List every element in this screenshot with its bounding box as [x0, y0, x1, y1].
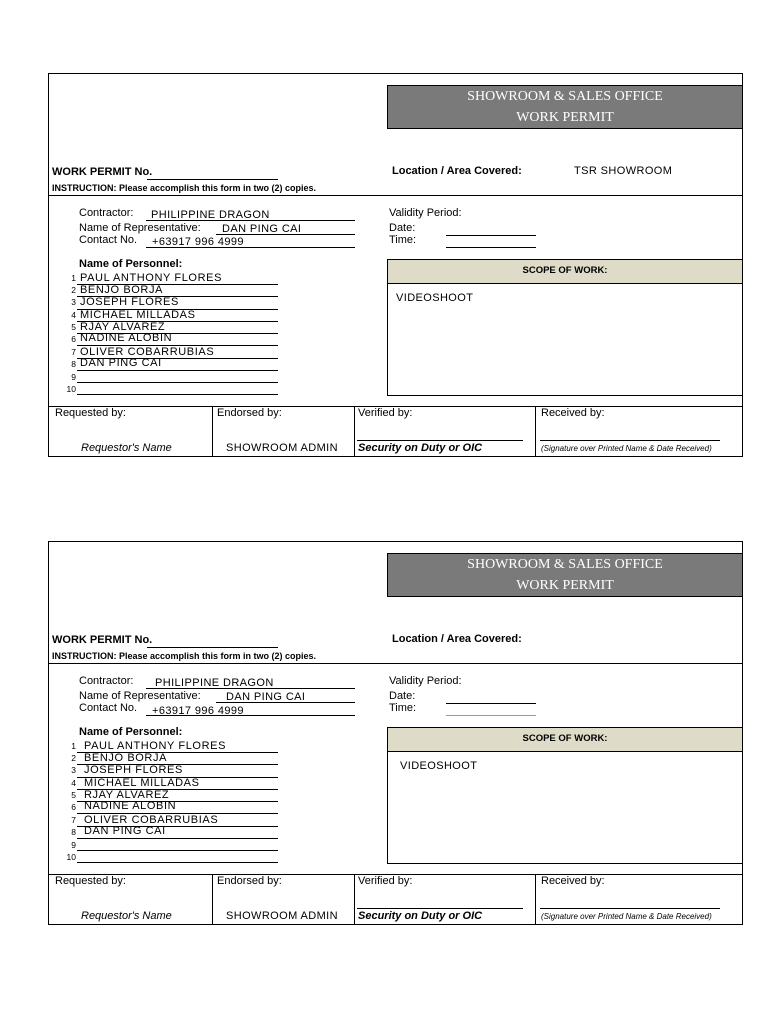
- personnel-number: 1: [71, 741, 76, 751]
- time-label: Time:: [389, 234, 417, 246]
- personnel-name: OLIVER COBARRUBIAS: [80, 346, 215, 358]
- contact-field[interactable]: [146, 247, 355, 248]
- received-by-label: Received by:: [541, 875, 605, 887]
- personnel-number: 1: [71, 273, 76, 283]
- personnel-name: MICHAEL MILLADAS: [84, 777, 200, 789]
- validity-label: Validity Period:: [389, 207, 462, 219]
- personnel-number: 9: [71, 372, 76, 382]
- personnel-number: 8: [71, 359, 76, 369]
- date-field[interactable]: [446, 235, 536, 236]
- verified-by-label: Verified by:: [358, 407, 413, 419]
- endorsed-by-value: SHOWROOM ADMIN: [226, 910, 338, 922]
- representative-value: DAN PING CAI: [226, 691, 306, 703]
- personnel-name: NADINE ALOBIN: [84, 800, 177, 812]
- personnel-number: 3: [71, 765, 76, 775]
- requested-by-label: Requested by:: [55, 407, 126, 419]
- endorsed-by-label: Endorsed by:: [217, 407, 282, 419]
- personnel-number: 4: [71, 310, 76, 320]
- contact-field[interactable]: [146, 715, 355, 716]
- contractor-value: PHILIPPINE DRAGON: [155, 677, 274, 689]
- received-by-signature-line[interactable]: [540, 440, 720, 441]
- requested-by-value: Requestor's Name: [81, 910, 172, 922]
- permit-no-field[interactable]: [147, 647, 278, 648]
- scope-of-work-value: VIDEOSHOOT: [396, 292, 474, 304]
- column-divider: [212, 874, 213, 925]
- personnel-name: RJAY ALVAREZ: [80, 321, 166, 333]
- personnel-line[interactable]: [77, 394, 278, 395]
- verified-by-signature-line[interactable]: [357, 440, 523, 441]
- form-header: [387, 553, 743, 597]
- contact-value: +63917 996 4999: [152, 236, 244, 248]
- validity-label: Validity Period:: [389, 675, 462, 687]
- time-field[interactable]: [446, 247, 536, 248]
- personnel-name: BENJO BORJA: [84, 752, 168, 764]
- location-label: Location / Area Covered:: [392, 165, 522, 177]
- date-label: Date:: [389, 222, 416, 234]
- personnel-label: Name of Personnel:: [79, 258, 183, 270]
- personnel-name: JOSEPH FLORES: [84, 764, 183, 776]
- scope-of-work-header: SCOPE OF WORK:: [387, 259, 743, 284]
- personnel-name: BENJO BORJA: [80, 284, 164, 296]
- representative-label: Name of Representative:: [79, 222, 201, 234]
- personnel-name: MICHAEL MILLADAS: [80, 309, 196, 321]
- column-divider: [212, 406, 213, 457]
- verified-by-label: Verified by:: [358, 875, 413, 887]
- header-title: SHOWROOM & SALES OFFICE: [467, 557, 663, 572]
- header-subtitle: WORK PERMIT: [516, 110, 614, 125]
- header-subtitle: WORK PERMIT: [516, 578, 614, 593]
- verified-by-value: Security on Duty or OIC: [358, 442, 483, 454]
- instruction-text: INSTRUCTION: Please accomplish this form in two (2) copies.: [52, 651, 317, 661]
- personnel-line[interactable]: [77, 862, 278, 863]
- representative-field[interactable]: [216, 234, 355, 235]
- contact-value: +63917 996 4999: [152, 705, 244, 717]
- location-value: TSR SHOWROOM: [574, 165, 673, 177]
- work-permit-form-1: [48, 73, 743, 457]
- representative-field[interactable]: [216, 702, 355, 703]
- personnel-number: 9: [71, 840, 76, 850]
- column-divider: [535, 874, 536, 925]
- personnel-name: OLIVER COBARRUBIAS: [84, 814, 219, 826]
- form-header: [387, 85, 743, 129]
- permit-no-label: WORK PERMIT No.: [52, 634, 153, 646]
- personnel-label: Name of Personnel:: [79, 726, 183, 738]
- personnel-name: NADINE ALOBIN: [80, 332, 173, 344]
- personnel-number: 10: [66, 852, 76, 862]
- contractor-field[interactable]: [146, 220, 355, 221]
- received-by-value: (Signature over Printed Name & Date Received): [541, 444, 712, 453]
- endorsed-by-label: Endorsed by:: [217, 875, 282, 887]
- personnel-name: RJAY ALVAREZ: [84, 789, 170, 801]
- date-field[interactable]: [446, 703, 536, 704]
- work-permit-form-2: [48, 541, 743, 925]
- personnel-number: 8: [71, 827, 76, 837]
- section-divider: [49, 195, 743, 196]
- contractor-field[interactable]: [146, 688, 355, 689]
- representative-value: DAN PING CAI: [222, 223, 302, 235]
- verified-by-value: Security on Duty or OIC: [358, 910, 483, 922]
- personnel-name: PAUL ANTHONY FLORES: [84, 740, 227, 752]
- scope-of-work-box[interactable]: [387, 751, 743, 864]
- column-divider: [354, 874, 355, 925]
- personnel-number: 6: [71, 334, 76, 344]
- contact-label: Contact No.: [79, 702, 138, 714]
- section-divider: [49, 663, 743, 664]
- personnel-number: 6: [71, 802, 76, 812]
- personnel-name: PAUL ANTHONY FLORES: [80, 272, 223, 284]
- personnel-line[interactable]: [77, 850, 278, 851]
- personnel-number: 4: [71, 778, 76, 788]
- column-divider: [354, 406, 355, 457]
- requested-by-value: Requestor's Name: [81, 442, 172, 454]
- location-label: Location / Area Covered:: [392, 633, 522, 645]
- personnel-name: DAN PING CAI: [84, 825, 166, 837]
- personnel-number: 5: [71, 322, 76, 332]
- scope-of-work-box[interactable]: [387, 283, 743, 396]
- personnel-line[interactable]: [77, 838, 278, 839]
- personnel-number: 2: [71, 753, 76, 763]
- contractor-label: Contractor:: [79, 675, 134, 687]
- personnel-number: 2: [71, 285, 76, 295]
- representative-label: Name of Representative:: [79, 690, 201, 702]
- permit-no-label: WORK PERMIT No.: [52, 166, 153, 178]
- instruction-text: INSTRUCTION: Please accomplish this form in two (2) copies.: [52, 183, 317, 193]
- personnel-number: 7: [71, 815, 76, 825]
- personnel-number: 5: [71, 790, 76, 800]
- endorsed-by-value: SHOWROOM ADMIN: [226, 442, 338, 454]
- received-by-signature-line[interactable]: [540, 908, 720, 909]
- time-field[interactable]: [446, 715, 536, 716]
- personnel-number: 7: [71, 347, 76, 357]
- column-divider: [535, 406, 536, 457]
- requested-by-label: Requested by:: [55, 875, 126, 887]
- personnel-line[interactable]: [77, 382, 278, 383]
- personnel-number: 10: [66, 384, 76, 394]
- date-label: Date:: [389, 690, 416, 702]
- personnel-line[interactable]: [77, 370, 278, 371]
- contact-label: Contact No.: [79, 234, 138, 246]
- received-by-label: Received by:: [541, 407, 605, 419]
- contractor-value: PHILIPPINE DRAGON: [151, 209, 270, 221]
- received-by-value: (Signature over Printed Name & Date Received): [541, 912, 712, 921]
- scope-of-work-value: VIDEOSHOOT: [400, 760, 478, 772]
- scope-of-work-header: SCOPE OF WORK:: [387, 727, 743, 752]
- personnel-name: JOSEPH FLORES: [80, 296, 179, 308]
- personnel-number: 3: [71, 297, 76, 307]
- verified-by-signature-line[interactable]: [357, 908, 523, 909]
- time-label: Time:: [389, 702, 417, 714]
- contractor-label: Contractor:: [79, 207, 134, 219]
- header-title: SHOWROOM & SALES OFFICE: [467, 89, 663, 104]
- personnel-name: DAN PING CAI: [80, 357, 162, 369]
- permit-no-field[interactable]: [147, 179, 278, 180]
